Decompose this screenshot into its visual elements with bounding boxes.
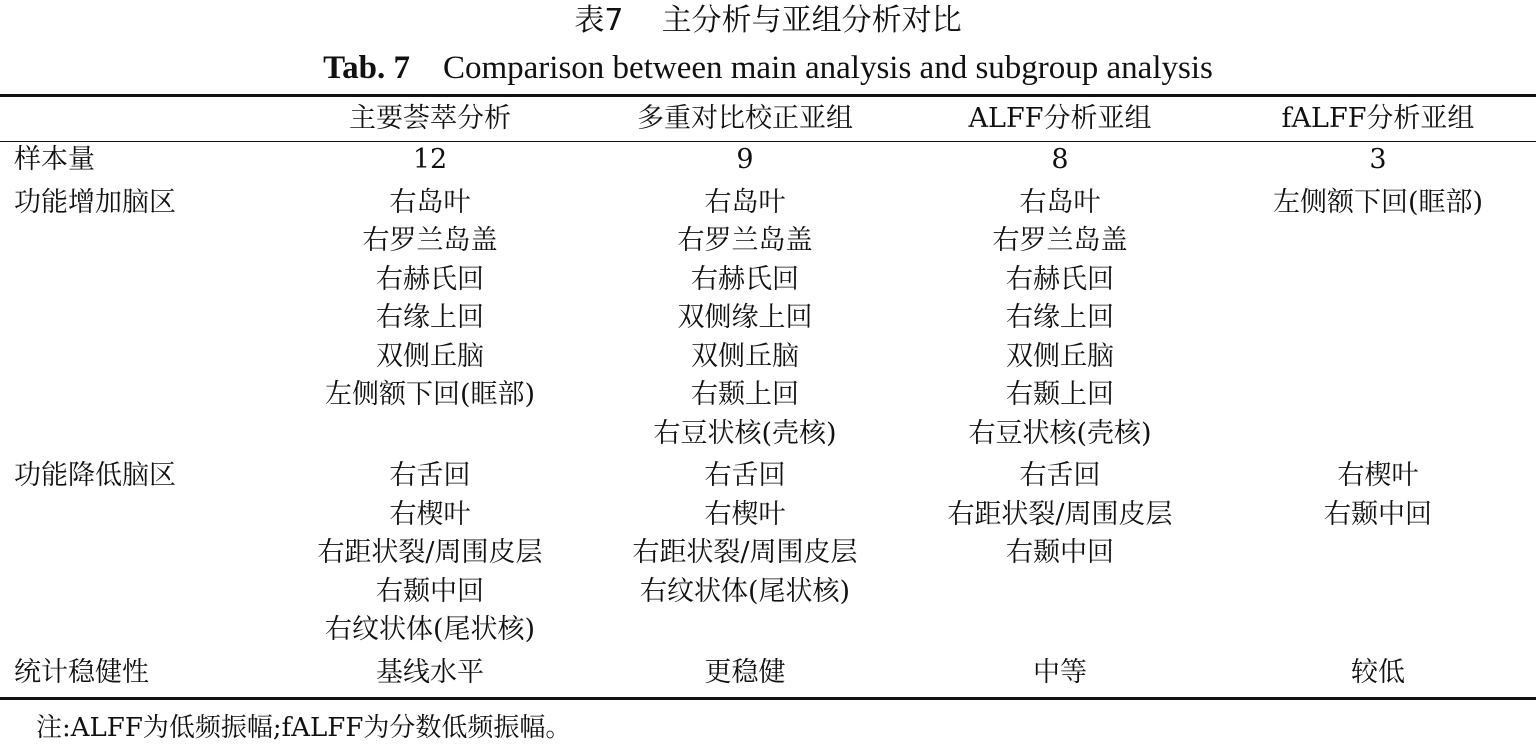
cell-line: 右赫氏回 [691, 263, 799, 295]
cell-line: 右缘上回 [1006, 302, 1114, 333]
cell-line: 9 [736, 144, 754, 175]
cell-line: 右纹状体(尾状核) [324, 614, 536, 645]
caption-cn [0, 2, 1536, 40]
cell-line: 右岛叶 [1019, 186, 1101, 218]
cell-line: 右岛叶 [704, 186, 786, 218]
table-header-row [0, 97, 1536, 141]
cell-alff [905, 184, 1215, 454]
cell-line: 双侧缘上回 [677, 302, 813, 333]
cell-line: 8 [1051, 144, 1069, 175]
cell-line: 右赫氏回 [1006, 263, 1114, 295]
row-increased-regions [0, 184, 1536, 454]
row-label: 样本量 [14, 144, 95, 175]
cell-line: 12 [412, 144, 448, 175]
cell-line: 右颞中回 [1324, 498, 1432, 530]
cell-line: 右楔叶 [389, 498, 471, 530]
cell-line: 左侧额下回(眶部) [324, 379, 536, 410]
cell-line: 右豆状核(壳核) [968, 417, 1152, 449]
cell-line: 右舌回 [1019, 460, 1101, 491]
table-footnote: 注:ALFF为低频振幅;fALFF为分数低频振幅。 [36, 713, 572, 743]
caption-en-text: Comparison between main analysis and subgroup analysis [442, 50, 1213, 86]
cell-line: 右颞上回 [691, 379, 799, 410]
cell-falff [1220, 141, 1536, 180]
cell-line: 中等 [1033, 656, 1087, 688]
cell-alff [905, 654, 1215, 693]
cell-line: 右颞中回 [1006, 537, 1114, 568]
caption-cn-text: 主分析与亚组分析对比 [661, 3, 962, 38]
header-main-meta-analysis: 主要荟萃分析 [349, 103, 511, 134]
cell-line: 右罗兰岛盖 [992, 225, 1128, 256]
cell-line: 右颞上回 [1006, 379, 1114, 410]
row-label: 功能增加脑区 [14, 186, 176, 218]
cell-line: 双侧丘脑 [1006, 340, 1114, 372]
row-decreased-regions [0, 457, 1536, 650]
cell-line: 右罗兰岛盖 [362, 225, 498, 256]
caption-cn-label: 表7 [574, 3, 624, 38]
cell-main [275, 141, 585, 180]
table-bottom-rule [0, 697, 1536, 700]
cell-falff [1220, 457, 1536, 534]
cell-line: 右楔叶 [704, 498, 786, 530]
row-label: 功能降低脑区 [14, 460, 176, 491]
cell-line: 右岛叶 [389, 186, 471, 218]
cell-multiple-comparison [590, 457, 900, 611]
cell-line: 右距状裂/周围皮层 [632, 537, 858, 568]
caption-en-label: Tab. 7 [323, 50, 410, 86]
cell-line: 右纹状体(尾状核) [639, 575, 851, 607]
cell-multiple-comparison [590, 654, 900, 693]
cell-line: 3 [1369, 144, 1387, 175]
cell-line: 右颞中回 [376, 575, 484, 607]
header-multiple-comparison-subgroup: 多重对比校正亚组 [637, 103, 853, 134]
cell-alff [905, 457, 1215, 573]
header-alff-subgroup: ALFF分析亚组 [968, 103, 1152, 134]
cell-line: 右距状裂/周围皮层 [947, 498, 1173, 530]
cell-line: 左侧额下回(眶部) [1272, 186, 1484, 218]
cell-line: 右距状裂/周围皮层 [317, 537, 543, 568]
row-robustness [0, 654, 1536, 693]
cell-alff [905, 141, 1215, 180]
cell-line: 更稳健 [704, 656, 786, 688]
cell-falff [1220, 654, 1536, 693]
cell-line: 右赫氏回 [376, 263, 484, 295]
cell-line: 右舌回 [389, 460, 471, 491]
caption-en [0, 48, 1536, 88]
cell-line: 右缘上回 [376, 302, 484, 333]
cell-main [275, 457, 585, 650]
cell-line: 较低 [1351, 656, 1405, 688]
cell-line: 右豆状核(壳核) [653, 417, 837, 449]
header-falff-subgroup: fALFF分析亚组 [1281, 103, 1475, 134]
cell-multiple-comparison [590, 141, 900, 180]
cell-falff [1220, 184, 1536, 223]
row-label: 统计稳健性 [14, 656, 149, 688]
cell-line: 右楔叶 [1337, 460, 1419, 491]
cell-main [275, 654, 585, 693]
row-sample-size [0, 141, 1536, 180]
cell-line: 右舌回 [704, 460, 786, 491]
cell-line: 右罗兰岛盖 [677, 225, 813, 256]
cell-line: 基线水平 [376, 656, 484, 688]
cell-line: 双侧丘脑 [691, 340, 799, 372]
cell-multiple-comparison [590, 184, 900, 454]
cell-line: 双侧丘脑 [376, 340, 484, 372]
cell-main [275, 184, 585, 415]
